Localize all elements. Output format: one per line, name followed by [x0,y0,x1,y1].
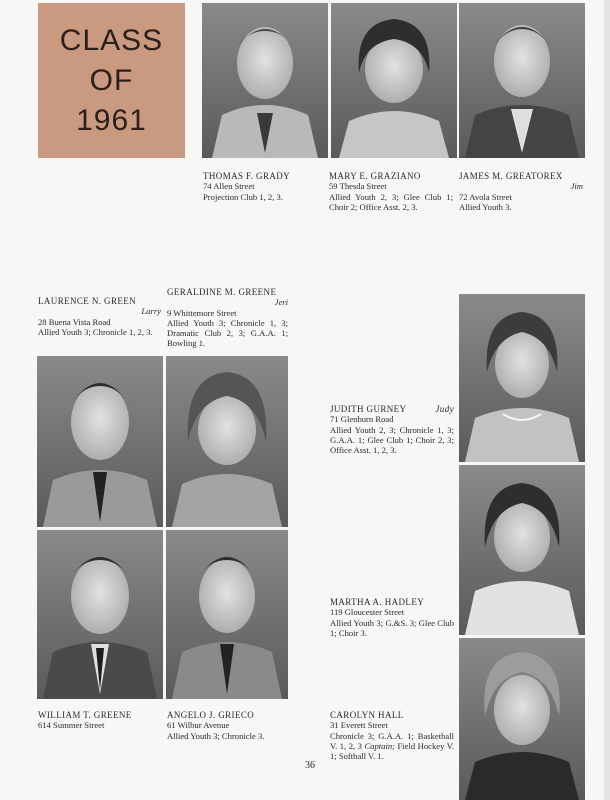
student-activities: Allied Youth 3; Chronicle 1, 2, 3. [38,326,153,337]
entry-william-greene [38,710,162,731]
page-number: 36 [305,760,315,771]
student-address: 9 Whittemore Street [167,307,237,318]
student-address: 614 Summer Street [38,720,105,731]
student-name: THOMAS F. GRADY [203,171,291,181]
page-edge [604,0,610,800]
entry-angelo-grieco [167,710,288,741]
portrait-angelo-grieco [166,530,288,699]
student-name-row [330,404,454,414]
student-address: 119 Gloucester Street [330,607,405,618]
student-activities: Allied Youth 3; G.&S. 3; Glee Club 1; Choir 3. [330,617,454,638]
entry-laurence-green [38,296,161,337]
student-activities: Projection Club 1, 2, 3. [203,191,283,202]
student-activities: Allied Youth 3. [459,201,512,212]
student-address: 28 Buena Vista Road [38,316,111,327]
portrait-laurence-green [37,356,163,527]
portrait-thomas-grady [202,3,328,158]
student-address: 59 Thesda Street [329,181,387,192]
student-name: CAROLYN HALL [330,710,404,720]
student-activities: Allied Youth 3; Chronicle 1, 3; Dramatic Club 2, 3; G.A.A. 1; Bowling 1. [167,317,288,349]
student-name: LAURENCE N. GREEN [38,296,137,306]
student-address: 71 Glenburn Road [330,414,394,425]
student-activities: Allied Youth 3; Chronicle 3. [167,730,265,741]
entry-geraldine-greene [167,287,288,349]
portrait-martha-hadley [459,465,585,635]
entry-carolyn-hall [330,710,454,761]
header-line-1: CLASS [59,23,164,57]
student-address: 31 Everett Street [330,720,388,731]
header-line-2: OF [89,63,134,97]
student-name: JUDITH GURNEY [330,404,407,414]
student-activities: Allied Youth 2, 3; Glee Club 1; Choir 2; Office Asst. 2, 3. [329,191,453,212]
header-line-3: 1961 [76,103,147,137]
student-name: ANGELO J. GRIECO [167,710,255,720]
portrait-james-greatorex [459,3,585,158]
entry-judith-gurney [330,404,454,455]
portrait-geraldine-greene [166,356,288,527]
student-activities: Allied Youth 2, 3; Chronicle 1, 3; G.A.A. 1; Glee Club 1; Choir 2, 3; Office Asst. 1, 2, 3. [330,424,454,456]
student-name: MARTHA A. HADLEY [330,597,425,607]
entry-james-greatorex [459,171,583,212]
class-of-1961-header [38,3,185,158]
student-name: MARY E. GRAZIANO [329,171,421,181]
entry-thomas-grady [203,171,327,202]
student-activities: Chronicle 3; G.A.A. 1; Basketball V. 1, 2, 3 Captain; Field Hockey V. 1; Softball V. 1. [330,730,454,762]
student-address: 61 Wilbur Avenue [167,720,230,731]
student-address: 74 Allen Street [203,181,255,192]
student-name: GERALDINE M. GREENE [167,287,277,297]
portrait-mary-graziano [331,3,457,158]
entry-mary-graziano [329,171,453,212]
student-name: WILLIAM T. GREENE [38,710,132,720]
student-name: JAMES M. GREATOREX [459,171,563,181]
entry-martha-hadley [330,597,454,638]
student-nickname: Judy [435,404,454,414]
student-nickname: Jim [570,181,583,192]
student-nickname: Larry [141,306,161,317]
portrait-william-greene [37,530,163,699]
student-address: 72 Avola Street [459,191,512,202]
portrait-carolyn-hall [459,638,585,800]
portrait-judith-gurney [459,294,585,462]
student-nickname: Jeri [274,297,288,308]
